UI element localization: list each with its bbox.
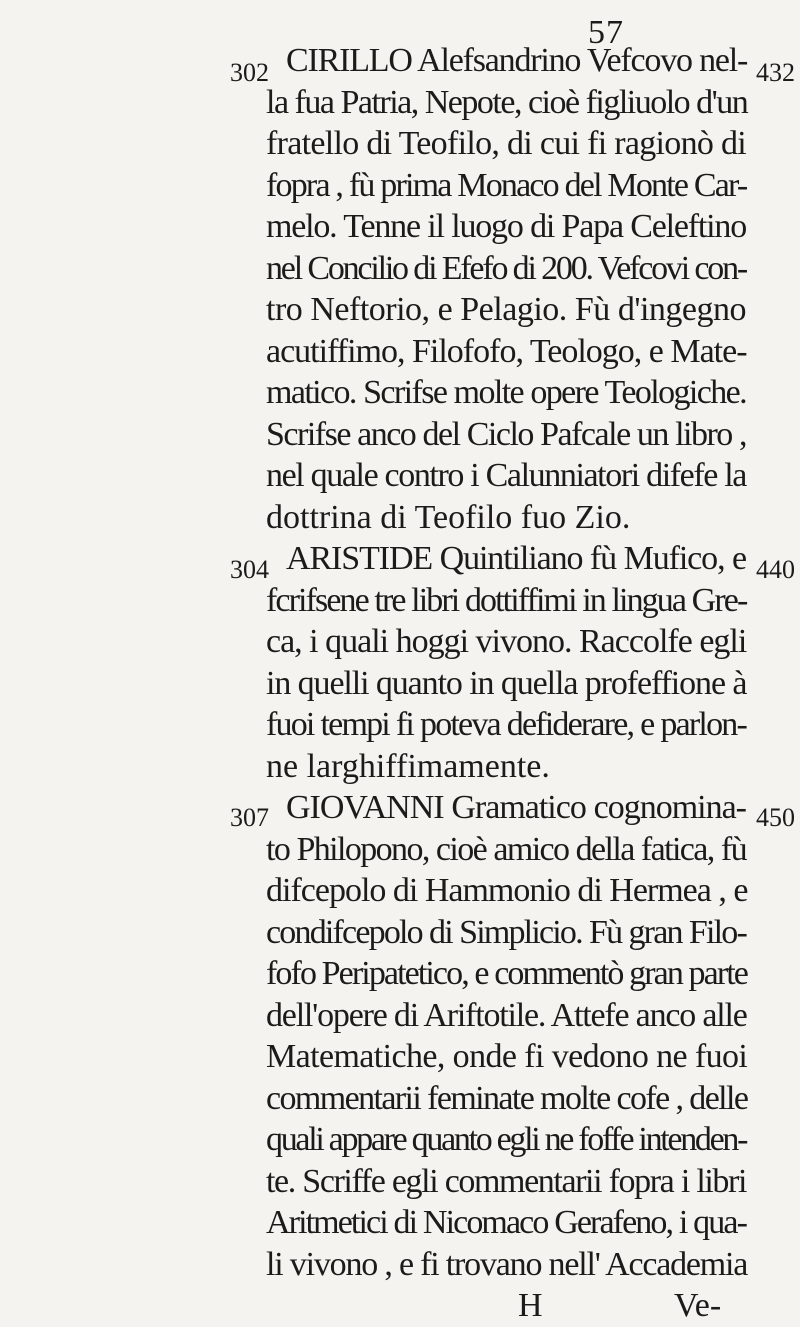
catchword: Ve- <box>674 1287 722 1324</box>
text-line: nel quale contro i Calunniatori difefe la <box>266 457 746 494</box>
text-line: ne larghiffimamente. <box>266 747 550 785</box>
text-line: dell'opere di Ariftotile. Attefe anco alle <box>266 996 747 1034</box>
margin-number-left: 302 <box>230 58 269 87</box>
page-number: 57 <box>588 14 624 51</box>
text-line: li vivono , e fi trovano nell' Accademia <box>266 1245 748 1283</box>
text-line: CIRILLO Alefsandrino Vefcovo nel- <box>286 42 748 79</box>
text-line: Aritmetici di Nicomaco Gerafeno, i qua- <box>266 1204 746 1241</box>
margin-number-right: 450 <box>756 803 795 832</box>
page-footer <box>266 1285 746 1327</box>
text-line: fcrifsene tre libri dottiffimi in lingua Gre- <box>266 581 747 619</box>
text-line: fopra , fù prima Monaco del Monte Car- <box>266 166 747 204</box>
text-line: acutiffimo, Filofofo, Teologo, e Mate- <box>266 332 747 370</box>
text-line: quali appare quanto egli ne foffe intenden- <box>266 1121 747 1158</box>
body-text <box>266 40 746 1327</box>
text-line: dottrina di Teofilo fuo Zio. <box>266 498 631 536</box>
text-line: Matematiche, onde fi vedono ne fuoi <box>266 1038 748 1075</box>
text-line: Scrifse anco del Ciclo Pafcale un libro , <box>266 415 746 453</box>
text-line: difcepolo di Hammonio di Hermea , e <box>266 872 748 909</box>
text-line: commentarii feminate molte cofe , delle <box>266 1079 748 1117</box>
signature-mark: H <box>518 1287 543 1324</box>
margin-number-left: 307 <box>230 803 269 832</box>
text-line: fofo Peripatetico, e commentò gran parte <box>266 955 747 992</box>
text-line: fuoi tempi fi poteva defiderare, e parlon- <box>266 706 746 743</box>
text-line: ARISTIDE Quintiliano fù Mufico, e <box>286 540 746 577</box>
text-line: la fua Patria, Nepote, cioè figliuolo d'un <box>266 83 748 121</box>
text-line: tro Neftorio, e Pelagio. Fù d'ingegno <box>266 291 746 328</box>
text-line: matico. Scrifse molte opere Teologiche. <box>266 374 746 411</box>
text-line: fratello di Teofilo, di cui fi ragionò di <box>266 125 747 162</box>
margin-number-left: 304 <box>230 555 269 584</box>
text-line: condifcepolo di Simplicio. Fù gran Filo- <box>266 913 746 951</box>
text-line: GIOVANNI Gramatico cognomina- <box>286 789 746 826</box>
margin-number-right: 440 <box>756 555 795 584</box>
text-line: ca, i quali hoggi vivono. Raccolfe egli <box>266 623 747 660</box>
text-line: te. Scriffe egli commentarii fopra i libri <box>266 1162 746 1200</box>
text-line: melo. Tenne il luogo di Papa Celeftino <box>266 208 746 245</box>
margin-number-right: 432 <box>756 58 795 87</box>
text-line: in quelli quanto in quella profeffione à <box>266 664 747 702</box>
text-line: to Philopono, cioè amico della fatica, fù <box>266 830 746 868</box>
text-line: nel Concilio di Efefo di 200. Vefcovi con- <box>266 249 746 287</box>
